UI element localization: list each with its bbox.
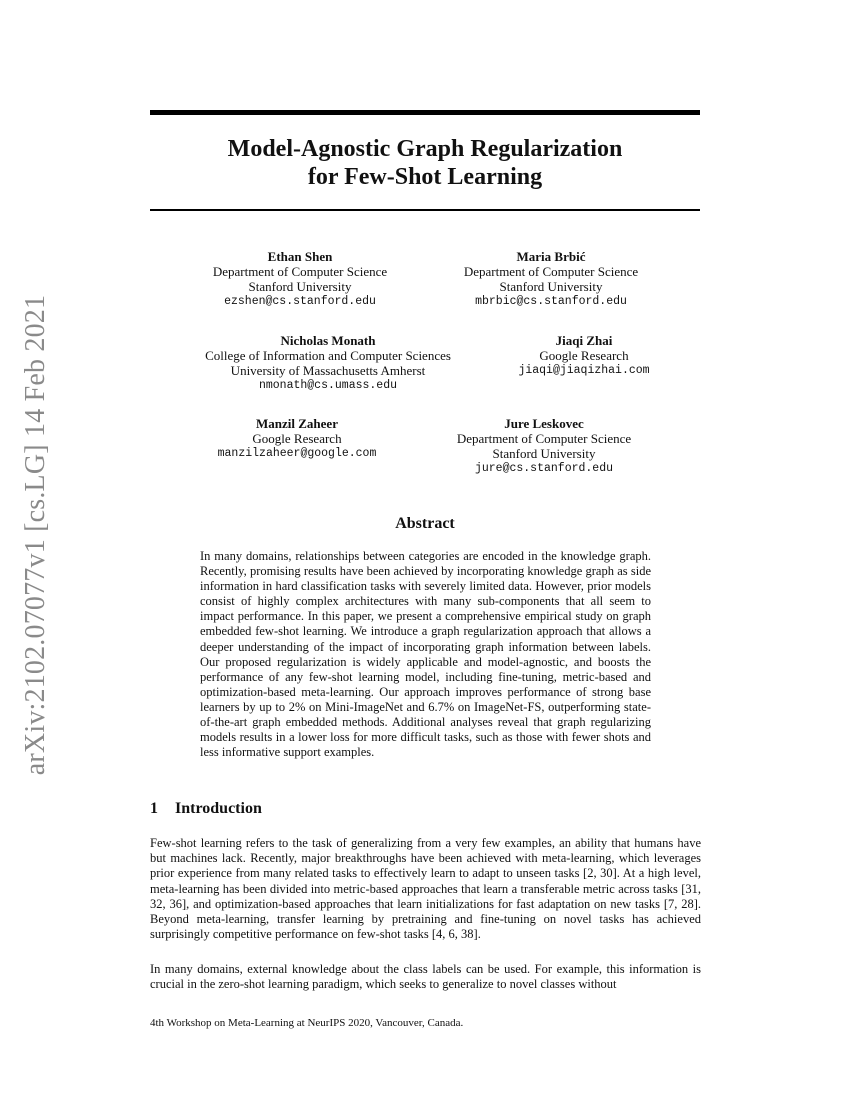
author-name: Jiaqi Zhai xyxy=(555,333,613,348)
author-affiliation: Stanford University xyxy=(492,446,596,461)
abstract-heading: Abstract xyxy=(395,515,455,532)
author-email: nmonath@cs.umass.edu xyxy=(258,379,398,392)
author-affiliation: Stanford University xyxy=(248,279,352,294)
author-block xyxy=(218,416,377,461)
author-name: Manzil Zaheer xyxy=(256,416,338,431)
author-block xyxy=(205,333,451,393)
title-bottom-rule xyxy=(150,209,700,211)
author-affiliation: Google Research xyxy=(252,431,342,446)
section-number: 1 xyxy=(150,800,158,817)
title-line-1: Model-Agnostic Graph Regularization xyxy=(227,136,623,162)
author-affiliation: Department of Computer Science xyxy=(463,264,639,279)
author-email: mbrbic@cs.stanford.edu xyxy=(475,295,627,308)
section-title: Introduction xyxy=(175,800,262,817)
author-name: Ethan Shen xyxy=(267,249,333,264)
body-paragraph: In many domains, external knowledge about the class labels can be used. For example, this information is crucial in the zero-shot learning paradigm, which seeks to generalize to novel classes without xyxy=(150,962,701,992)
author-name: Jure Leskovec xyxy=(504,416,584,431)
author-block xyxy=(518,333,649,378)
author-name: Maria Brbić xyxy=(516,249,586,264)
author-block xyxy=(213,249,387,309)
abstract-text: In many domains, relationships between categories are encoded in the knowledge graph. Recently, promising results have been achieved by incorporating knowledge graph as side information in hard classification tasks with severely limited data. However, prior models consist of highly complex architectures with many sub-components that all seem to impact performance. In this paper, we present a comprehensive empirical study on graph embedded few-shot learning. We introduce a graph regularization approach that allows a deeper understanding of the impact of incorporating graph information between labels. Our proposed regularization is widely applicable and model-agnostic, and boosts the performance of any few-shot learning model, including fine-tuning, metric-based and optimization-based meta-learning. Our approach improves performance of strong base learners by up to 2% on Mini-ImageNet and 6.7% on ImageNet-FS, outperforming state-of-the-art graph embedded methods. Additional analyses reveal that graph regularizing models results in a lower loss for more difficult tasks, such as those with fewer shots and less informative support examples. xyxy=(200,549,651,760)
author-affiliation: University of Massachusetts Amherst xyxy=(230,363,426,378)
author-name: Nicholas Monath xyxy=(280,333,376,348)
author-block xyxy=(464,249,638,309)
author-email: ezshen@cs.stanford.edu xyxy=(224,295,376,308)
author-email: jure@cs.stanford.edu xyxy=(474,462,614,475)
author-email: manzilzaheer@google.com xyxy=(217,447,377,460)
venue-footnote: 4th Workshop on Meta-Learning at NeurIPS 2020, Vancouver, Canada. xyxy=(150,1017,464,1029)
body-paragraph: Few-shot learning refers to the task of generalizing from a very few examples, an ability that humans have but machines lack. Recently, major breakthroughs have been achieved with meta-learning, which leverages prior experience from many related tasks to effectively learn to adapt to unseen tasks [2, 30]. At a high level, meta-learning has been divided into metric-based approaches that learn a transferable metric across tasks [31, 32, 36], and optimization-based approaches that learn initializations for fast adaptation on new tasks [7, 28]. Beyond meta-learning, transfer learning by pretraining and fine-tuning on novel tasks has achieved surprisingly competitive performance on few-shot tasks [4, 6, 38]. xyxy=(150,836,701,942)
author-email: jiaqi@jiaqizhai.com xyxy=(518,364,650,377)
arxiv-identifier-sidebar: arXiv:2102.07077v1 [cs.LG] 14 Feb 2021 xyxy=(20,294,51,776)
author-affiliation: College of Information and Computer Sciences xyxy=(205,348,451,363)
author-affiliation: Stanford University xyxy=(499,279,603,294)
section-heading xyxy=(150,800,262,818)
author-affiliation: Google Research xyxy=(539,348,629,363)
author-affiliation: Department of Computer Science xyxy=(456,431,632,446)
author-block xyxy=(457,416,631,476)
title-line-2: for Few-Shot Learning xyxy=(307,164,543,190)
author-affiliation: Department of Computer Science xyxy=(212,264,388,279)
title-top-rule xyxy=(150,110,700,115)
paper-title xyxy=(150,135,700,191)
